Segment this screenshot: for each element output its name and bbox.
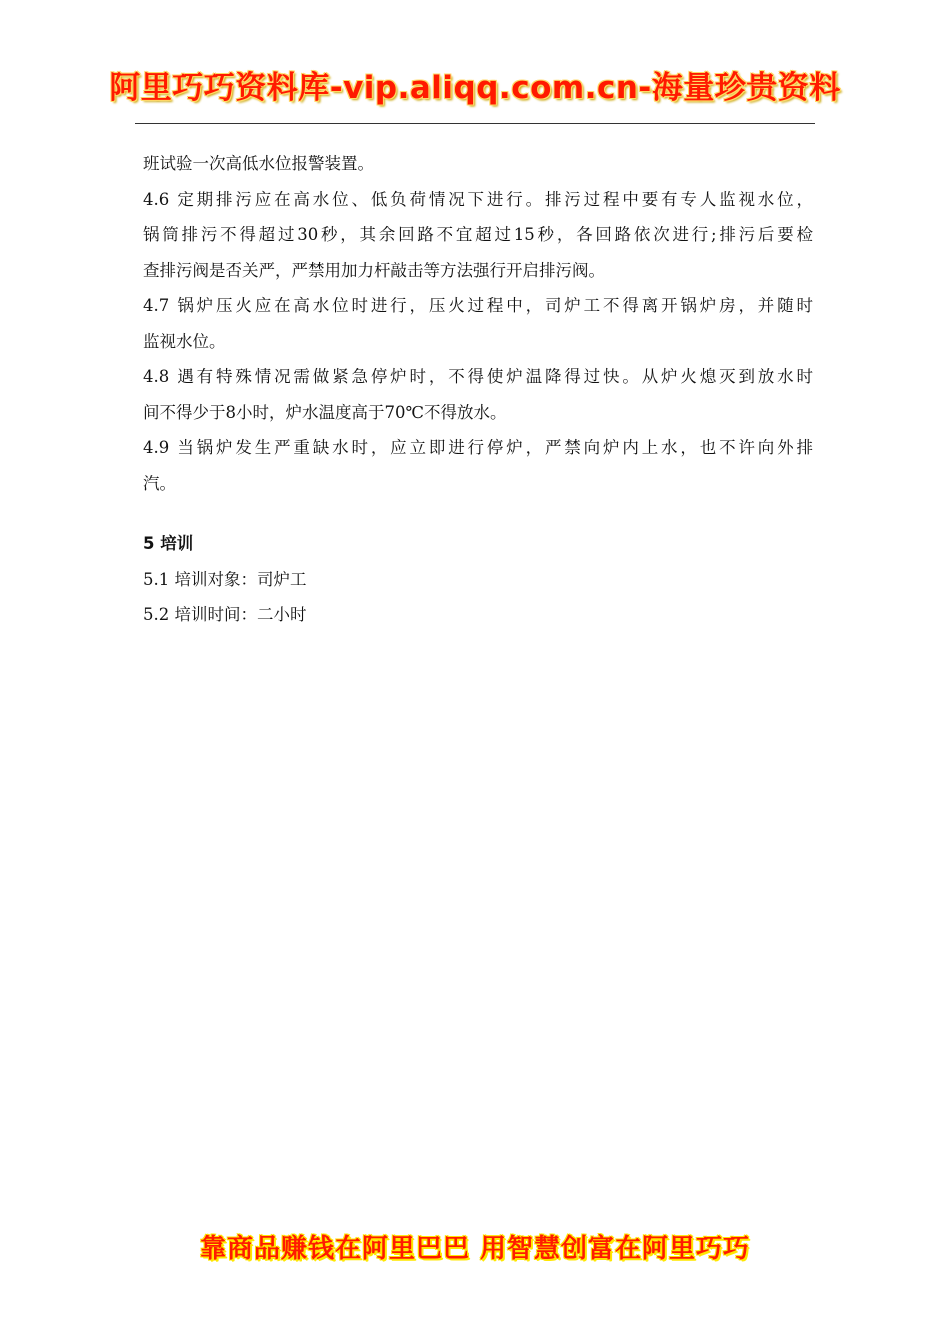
- paragraph-line: 锅筒排污不得超过30秒，其余回路不宜超过15秒，各回路依次进行;排污后要检: [143, 225, 813, 244]
- section-heading: 5 培训: [143, 534, 194, 553]
- paragraph-line: 4.9 当锅炉发生严重缺水时，应立即进行停炉，严禁向炉内上水，也不许向外排: [143, 438, 813, 457]
- paragraph-line: 监视水位。: [143, 331, 226, 351]
- paragraph-line: 间不得少于8小时，炉水温度高于70℃不得放水。: [143, 402, 507, 422]
- footer-banner: 靠商品赚钱在阿里巴巴 用智慧创富在阿里巧巧: [199, 1234, 751, 1264]
- document-body: [143, 146, 813, 633]
- paragraph-line: 汽。: [143, 473, 176, 493]
- paragraph-line: 4.7 锅炉压火应在高水位时进行，压火过程中，司炉工不得离开锅炉房，并随时: [143, 296, 813, 315]
- paragraph-line: 4.6 定期排污应在高水位、低负荷情况下进行。排污过程中要有专人监视水位，: [143, 189, 813, 209]
- section-spacer: [143, 501, 813, 526]
- paragraph-line: 查排污阀是否关严，严禁用加力杆敲击等方法强行开启排污阀。: [143, 260, 605, 280]
- list-item: 5.2 培训时间：二小时: [143, 605, 307, 624]
- header-divider: [135, 123, 815, 124]
- list-item: 5.1 培训对象：司炉工: [143, 569, 307, 589]
- paragraph-line: 班试验一次高低水位报警装置。: [143, 154, 374, 173]
- paragraph-line: 4.8 遇有特殊情况需做紧急停炉时，不得使炉温降得过快。从炉火熄灭到放水时: [143, 367, 813, 386]
- header-banner: 阿里巧巧资料库-vip.aliqq.com.cn-海量珍贵资料: [109, 70, 841, 106]
